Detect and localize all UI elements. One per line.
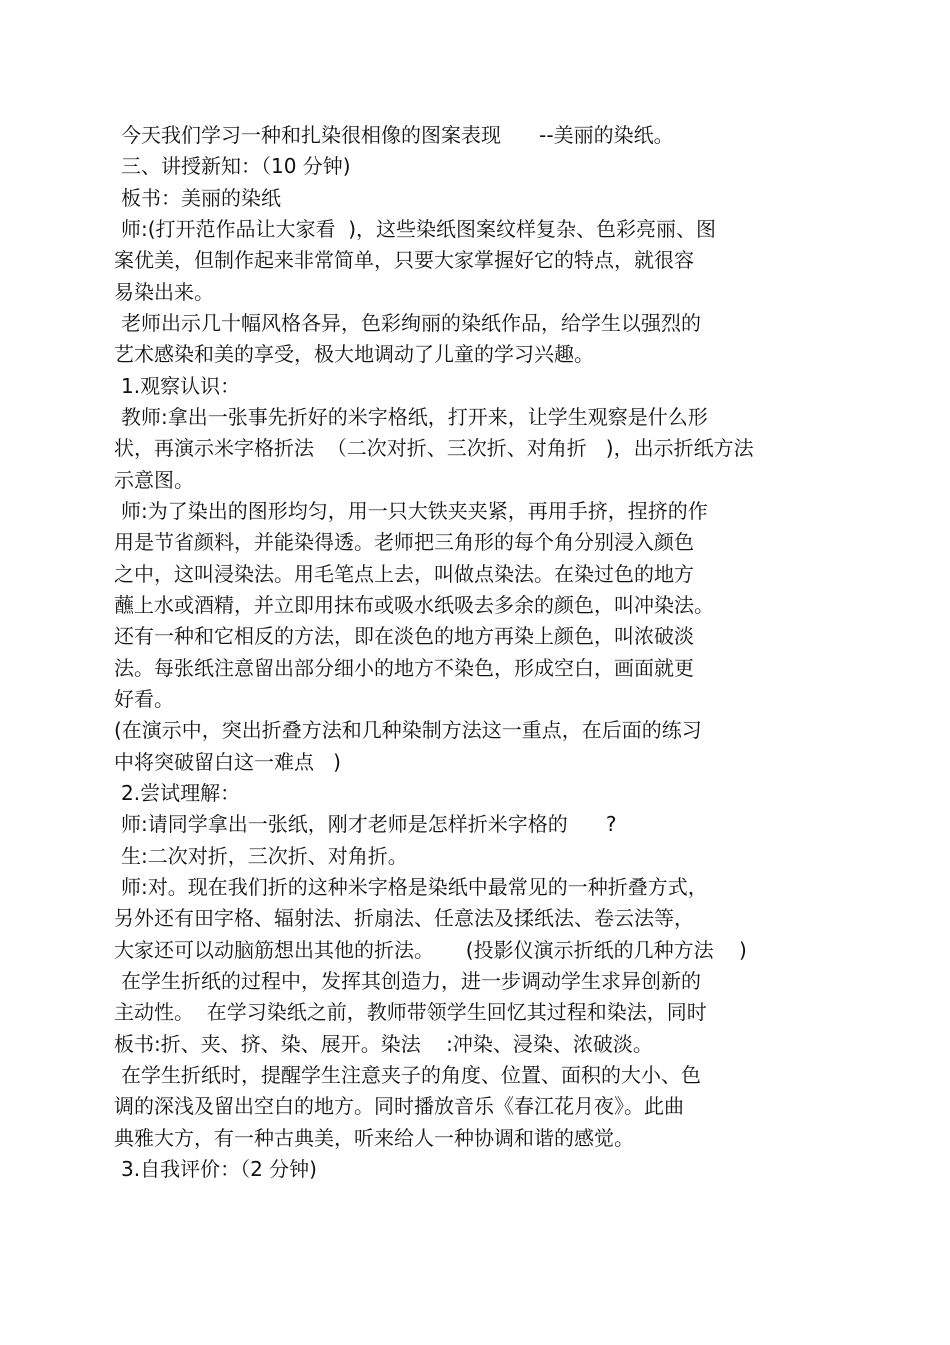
text-line: 另外还有田字格、辐射法、折扇法、任意法及揉纸法、卷云法等，: [114, 906, 694, 930]
text-line: (在演示中，突出折叠方法和几种染制方法这一重点，在后面的练习: [114, 718, 702, 742]
text-line: 大家还可以动脑筋想出其他的折法。 (投影仪演示折纸的几种方法 ): [114, 938, 747, 962]
subsection-heading: 1.观察认识：: [121, 374, 241, 398]
text-line: 典雅大方，有一种古典美，听来给人一种协调和谐的感觉。: [114, 1126, 634, 1150]
text-line: 教师:拿出一张事先折好的米字格纸，打开来，让学生观察是什么形: [121, 405, 708, 429]
text-line: 调的深浅及留出空白的地方。同时播放音乐《春江花月夜》。此曲: [114, 1094, 684, 1118]
text-line: 板书：美丽的染纸: [121, 186, 281, 210]
text-line: 师:请同学拿出一张纸，刚才老师是怎样折米字格的 ?: [121, 812, 617, 836]
text-line: 状，再演示米字格折法 （二次对折、三次折、对角折 )，出示折纸方法: [114, 436, 754, 460]
text-line: 法。每张纸注意留出部分细小的地方不染色，形成空白，画面就更: [114, 656, 694, 680]
text-line: 艺术感染和美的享受，极大地调动了儿童的学习兴趣。: [114, 342, 594, 366]
text-line: 在学生折纸的过程中，发挥其创造力，进一步调动学生求异创新的: [121, 969, 701, 993]
subsection-heading: 3.自我评价：（2 分钟): [121, 1157, 317, 1181]
section-heading: 三、讲授新知：（10 分钟): [121, 154, 351, 178]
text-line: 师:(打开范作品让大家看 )，这些染纸图案纹样复杂、色彩亮丽、图: [121, 217, 717, 241]
text-line: 老师出示几十幅风格各异，色彩绚丽的染纸作品，给学生以强烈的: [121, 311, 701, 335]
text-line: 还有一种和它相反的方法，即在淡色的地方再染上颜色，叫浓破淡: [114, 624, 694, 648]
text-line: 中将突破留白这一难点 ): [114, 750, 341, 774]
text-line: 易染出来。: [114, 280, 214, 304]
text-line: 主动性。 在学习染纸之前，教师带领学生回忆其过程和染法，同时: [114, 1000, 707, 1024]
text-line: 好看。: [114, 687, 174, 711]
text-line: 之中，这叫浸染法。用毛笔点上去，叫做点染法。在染过色的地方: [114, 562, 694, 586]
text-line: 生:二次对折，三次折、对角折。: [121, 844, 408, 868]
text-line: 板书:折、夹、挤、染、展开。染法 :冲染、浸染、浓破淡。: [114, 1032, 653, 1056]
text-line: 师:为了染出的图形均匀，用一只大铁夹夹紧，再用手挤，捏挤的作: [121, 499, 708, 523]
text-line: 今天我们学习一种和扎染很相像的图案表现 --美丽的染纸。: [121, 123, 674, 147]
subsection-heading: 2.尝试理解：: [121, 781, 241, 805]
text-line: 案优美，但制作起来非常简单，只要大家掌握好它的特点，就很容: [114, 248, 694, 272]
text-line: 在学生折纸时，提醒学生注意夹子的角度、位置、面积的大小、色: [121, 1063, 701, 1087]
text-line: 师:对。现在我们折的这种米字格是染纸中最常见的一种折叠方式，: [121, 875, 708, 899]
text-line: 示意图。: [114, 468, 194, 492]
text-line: 蘸上水或酒精，并立即用抹布或吸水纸吸去多余的颜色，叫冲染法。: [114, 593, 714, 617]
text-line: 用是节省颜料，并能染得透。老师把三角形的每个角分别浸入颜色: [114, 530, 694, 554]
